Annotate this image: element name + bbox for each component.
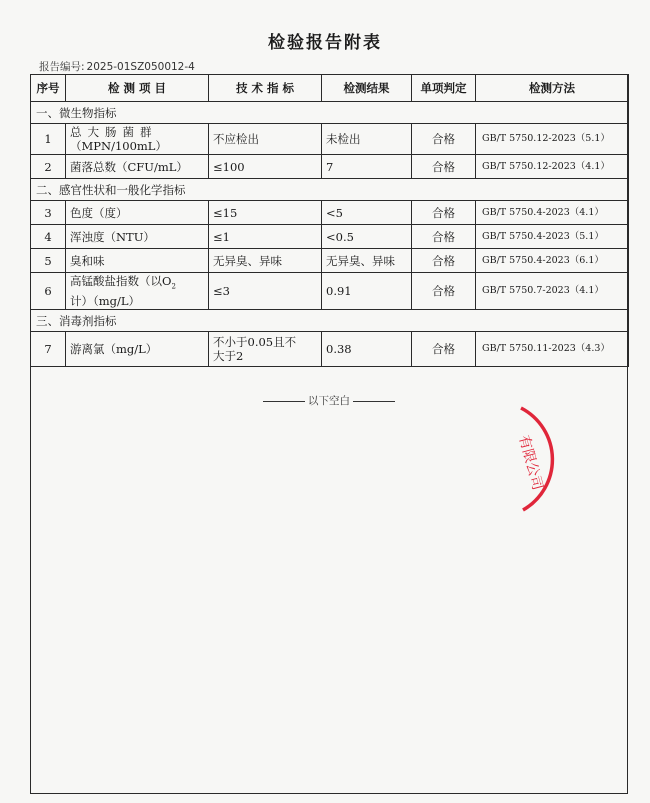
section-row xyxy=(31,179,629,201)
cell-result: 0.38 xyxy=(322,332,412,367)
cell-method: GB/T 5750.4-2023（4.1） xyxy=(476,201,629,225)
report-number-value: 2025-01SZ050012-4 xyxy=(86,61,195,73)
cell-method: GB/T 5750.7-2023（4.1） xyxy=(476,273,629,310)
header-method: 检测方法 xyxy=(476,75,629,102)
cell-seq: 3 xyxy=(31,201,66,225)
cell-method: GB/T 5750.4-2023（5.1） xyxy=(476,225,629,249)
table-row xyxy=(31,332,629,367)
spec-line: 不小于0.05且不 xyxy=(213,335,297,349)
item-line: 计）（mg/L） xyxy=(70,293,141,308)
page-title: 检验报告附表 xyxy=(268,33,382,53)
cell-item xyxy=(66,273,209,310)
cell-judgment: 合格 xyxy=(412,201,476,225)
cell-spec xyxy=(209,332,322,367)
section-microbial: 一、微生物指标 xyxy=(31,102,629,124)
item-line xyxy=(70,274,204,293)
table-row xyxy=(31,225,629,249)
cell-result: <0.5 xyxy=(322,225,412,249)
item-subscript: 2 xyxy=(171,282,176,291)
cell-spec: ≤100 xyxy=(209,155,322,179)
header-result: 检测结果 xyxy=(322,75,412,102)
cell-spec: 无异臭、异味 xyxy=(209,249,322,273)
header-judgment: 单项判定 xyxy=(412,75,476,102)
item-text: 高锰酸盐指数（以O xyxy=(70,274,172,289)
cell-item: 色度（度） xyxy=(66,201,209,225)
divider xyxy=(353,401,395,402)
cell-result: <5 xyxy=(322,201,412,225)
cell-seq: 2 xyxy=(31,155,66,179)
cell-item: 浑浊度（NTU） xyxy=(66,225,209,249)
cell-seq: 7 xyxy=(31,332,66,367)
header-row xyxy=(31,75,629,102)
cell-item xyxy=(66,124,209,155)
cell-seq: 5 xyxy=(31,249,66,273)
cell-spec: ≤3 xyxy=(209,273,322,310)
cell-result: 7 xyxy=(322,155,412,179)
spec-line: 大于2 xyxy=(213,349,244,363)
cell-seq: 4 xyxy=(31,225,66,249)
cell-judgment: 合格 xyxy=(412,124,476,155)
section-row xyxy=(31,310,629,332)
report-number xyxy=(37,59,195,74)
item-line: （MPN/100mL） xyxy=(70,139,167,153)
cell-judgment: 合格 xyxy=(412,155,476,179)
header-seq: 序号 xyxy=(31,75,66,102)
cell-judgment: 合格 xyxy=(412,273,476,310)
cell-judgment: 合格 xyxy=(412,225,476,249)
table-row xyxy=(31,249,629,273)
cell-item: 游离氯（mg/L） xyxy=(66,332,209,367)
table-row xyxy=(31,201,629,225)
cell-seq: 6 xyxy=(31,273,66,310)
cell-item: 臭和味 xyxy=(66,249,209,273)
cell-result: 未检出 xyxy=(322,124,412,155)
table-row xyxy=(31,124,629,155)
section-sensory: 二、感官性状和一般化学指标 xyxy=(31,179,629,201)
cell-result: 0.91 xyxy=(322,273,412,310)
cell-item: 菌落总数（CFU/mL） xyxy=(66,155,209,179)
company-seal xyxy=(495,398,615,518)
divider xyxy=(263,401,305,402)
header-item: 检 测 项 目 xyxy=(66,75,209,102)
blank-text: 以下空白 xyxy=(308,395,350,407)
cell-method: GB/T 5750.4-2023（6.1） xyxy=(476,249,629,273)
cell-judgment: 合格 xyxy=(412,249,476,273)
seal-text: 有限公司 xyxy=(515,433,546,492)
table-row xyxy=(31,273,629,310)
section-disinfectant: 三、消毒剂指标 xyxy=(31,310,629,332)
cell-method: GB/T 5750.12-2023（5.1） xyxy=(476,124,629,155)
results-table xyxy=(30,74,629,367)
table-row xyxy=(31,155,629,179)
cell-spec: ≤15 xyxy=(209,201,322,225)
cell-method: GB/T 5750.12-2023（4.1） xyxy=(476,155,629,179)
header-spec: 技 术 指 标 xyxy=(209,75,322,102)
cell-judgment: 合格 xyxy=(412,332,476,367)
report-number-label: 报告编号: xyxy=(39,61,85,73)
item-line: 总大肠菌群 xyxy=(70,125,158,139)
section-row xyxy=(31,102,629,124)
cell-result: 无异臭、异味 xyxy=(322,249,412,273)
cell-method: GB/T 5750.11-2023（4.3） xyxy=(476,332,629,367)
cell-seq: 1 xyxy=(31,124,66,155)
cell-spec: ≤1 xyxy=(209,225,322,249)
cell-spec: 不应检出 xyxy=(209,124,322,155)
